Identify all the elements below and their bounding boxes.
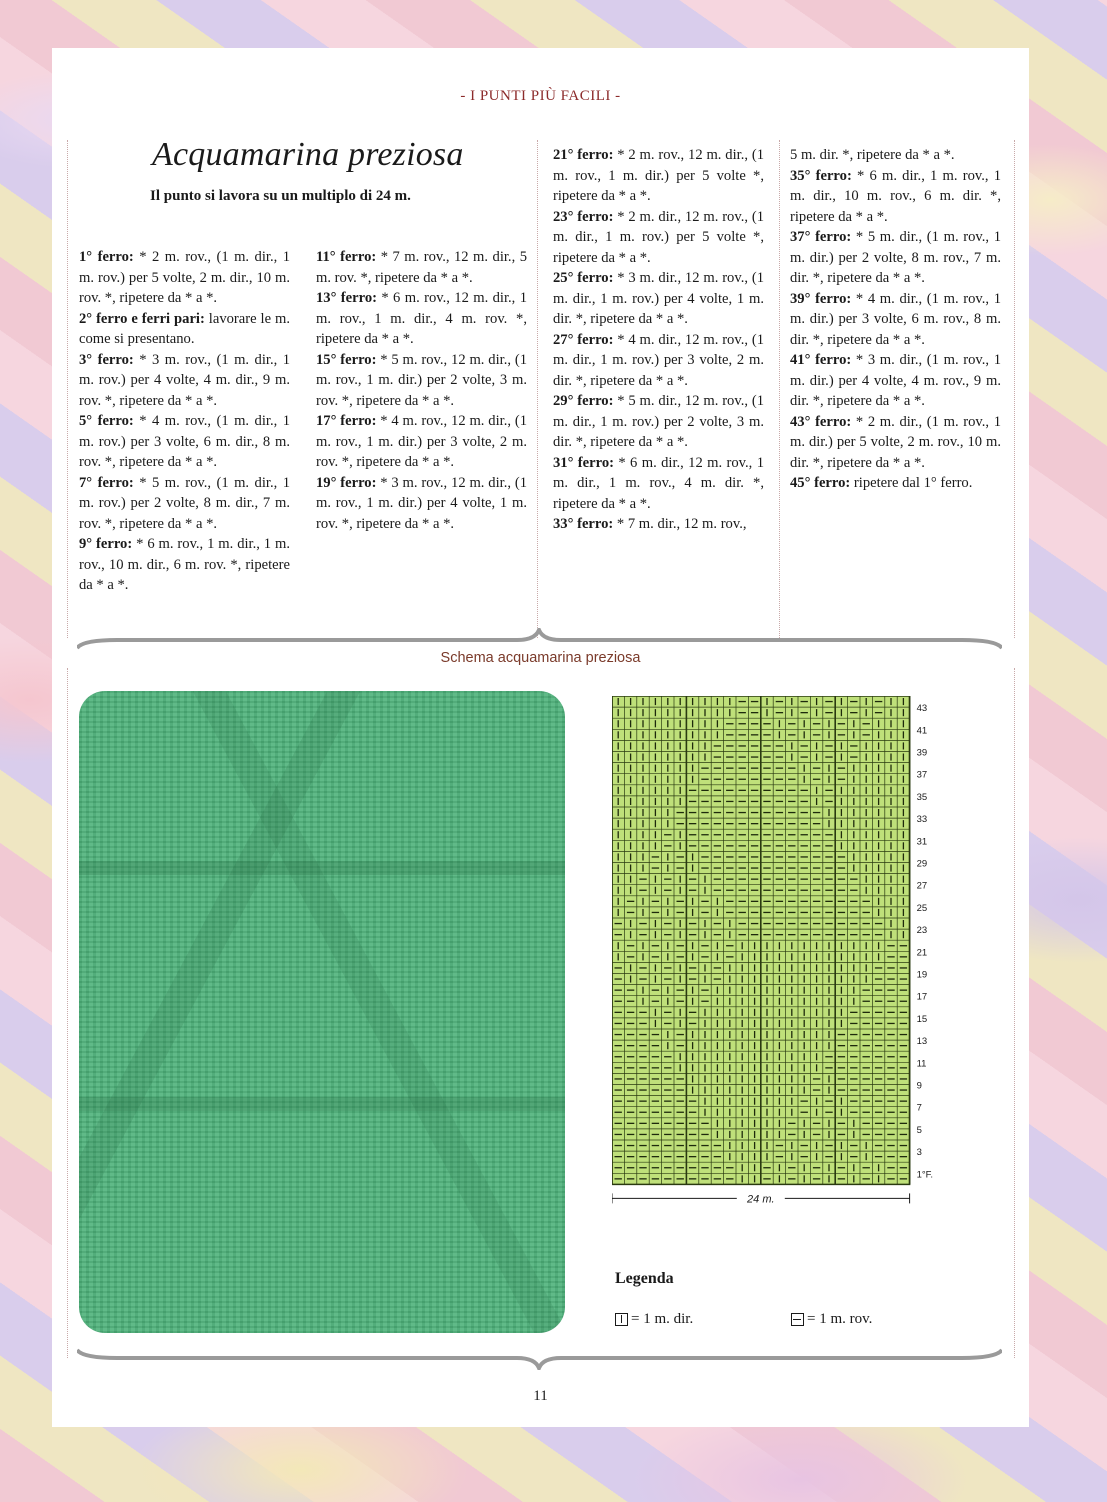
chart-row-label: 1°F. xyxy=(916,1169,934,1181)
chart-row-label: 15 xyxy=(916,1013,928,1025)
page xyxy=(52,48,1029,1427)
chart-row-label: 13 xyxy=(916,1036,928,1048)
instructions-column-2 xyxy=(316,247,527,534)
chart-row-label: 17 xyxy=(916,991,928,1003)
chart-row-label: 33 xyxy=(916,814,928,826)
knit-swatch-photo xyxy=(79,691,565,1333)
chart-row-label: 43 xyxy=(916,703,928,715)
pattern-title: Acquamarina preziosa xyxy=(152,136,464,173)
chart-row-label: 31 xyxy=(916,836,928,848)
chart-row-label: 25 xyxy=(916,902,928,914)
instruction-row: 2° ferro e ferri pari: lavorare le m. come si presentano. xyxy=(79,310,290,347)
pattern-subtitle: Il punto si lavora su un multiplo di 24 m. xyxy=(150,188,411,204)
instruction-row: 23° ferro: * 2 m. dir., 12 m. rov., (1 m. dir., 1 m. rov.) per 5 volte *, ripetere da * a *. xyxy=(553,208,764,266)
instruction-row: 43° ferro: * 2 m. dir., (1 m. rov., 1 m. dir.) per 5 volte, 2 m. rov., 10 m. dir. *, ripetere da * a *. xyxy=(790,413,1001,471)
instruction-row: 1° ferro: * 2 m. rov., (1 m. dir., 1 m. rov.) per 5 volte, 2 m. dir., 10 m. rov. *, ripetere da * a *. xyxy=(79,249,290,306)
instructions-column-3 xyxy=(553,145,764,535)
legend-title: Legenda xyxy=(615,1270,674,1287)
legend-rov: = 1 m. rov. xyxy=(791,1311,872,1328)
knit-stitch-icon xyxy=(615,1313,628,1326)
column-rule xyxy=(537,140,538,638)
instruction-row: 35° ferro: * 6 m. dir., 1 m. rov., 1 m. dir., 10 m. rov., 6 m. dir. *, ripetere da * a *. xyxy=(790,167,1001,225)
chart-row-label: 5 xyxy=(916,1124,922,1136)
instructions-column-1 xyxy=(79,247,290,596)
instruction-row: 25° ferro: * 3 m. dir., 12 m. rov., (1 m. dir., 1 m. rov.) per 4 volte, 1 m. dir. *, ripetere da * a *. xyxy=(553,270,764,327)
column-rule xyxy=(1014,140,1015,638)
instruction-row: 33° ferro: * 7 m. dir., 12 m. rov., xyxy=(553,516,747,532)
instruction-row: 15° ferro: * 5 m. rov., 12 m. dir., (1 m. rov., 1 m. dir.) per 2 volte, 3 m. rov. *, ripetere da * a *. xyxy=(316,351,527,409)
chart-row-label: 11 xyxy=(916,1058,927,1070)
chart-row-label: 37 xyxy=(916,769,928,781)
instruction-row: 31° ferro: * 6 m. dir., 12 m. rov., 1 m. dir., 1 m. rov., 4 m. dir. *, ripetere da * a *. xyxy=(553,454,764,512)
instructions-column-4 xyxy=(790,145,1001,494)
chart-row-label: 7 xyxy=(916,1102,922,1114)
chart-row-label: 23 xyxy=(916,925,928,937)
instruction-row: 27° ferro: * 4 m. dir., 12 m. rov., (1 m. dir., 1 m. rov.) per 3 volte, 2 m. dir. *, ripetere da * a *. xyxy=(553,331,764,389)
section-divider-bottom xyxy=(77,1344,1002,1370)
chart-width-label: 24 m. xyxy=(747,1193,775,1206)
instruction-row: 17° ferro: * 4 m. rov., 12 m. dir., (1 m. rov., 1 m. dir.) per 3 volte, 2 m. rov. *, ripetere da * a *. xyxy=(316,413,527,470)
instruction-row: 13° ferro: * 6 m. rov., 12 m. dir., 1 m. rov., 1 m. dir., 4 m. rov. *, ripetere da * a *. xyxy=(316,290,527,347)
purl-stitch-icon xyxy=(791,1313,804,1326)
chart-row-label: 21 xyxy=(916,947,928,959)
chart-row-label: 29 xyxy=(916,858,928,870)
chart-row-label: 19 xyxy=(916,969,928,981)
column-rule xyxy=(1014,668,1015,1358)
instruction-row: 41° ferro: * 3 m. dir., (1 m. rov., 1 m. dir.) per 4 volte, 4 m. rov., 9 m. dir. *, ripetere da * a *. xyxy=(790,352,1001,409)
instruction-row: 5° ferro: * 4 m. rov., (1 m. dir., 1 m. rov.) per 3 volte, 6 m. dir., 8 m. rov. *, ripetere da * a *. xyxy=(79,413,290,470)
column-rule xyxy=(779,140,780,638)
instruction-row: 37° ferro: * 5 m. dir., (1 m. rov., 1 m. dir.) per 2 volte, 8 m. rov., 7 m. dir. *, ripetere da * a *. xyxy=(790,229,1001,286)
section-title: - I PUNTI PIÙ FACILI - xyxy=(460,88,621,104)
instruction-row: 29° ferro: * 5 m. dir., 12 m. rov., (1 m. dir., 1 m. rov.) per 2 volte, 3 m. dir. *, ripetere da * a *. xyxy=(553,393,764,450)
knitting-chart xyxy=(612,696,972,1230)
chart-row-label: 3 xyxy=(916,1147,922,1159)
instruction-row: 21° ferro: * 2 m. rov., 12 m. dir., (1 m. rov., 1 m. dir.) per 5 volte *, ripetere da * a *. xyxy=(553,147,764,204)
knitting-chart-svg xyxy=(612,696,972,1226)
legend-dir: = 1 m. dir. xyxy=(615,1311,693,1328)
schema-title: Schema acquamarina preziosa xyxy=(440,650,641,666)
instruction-row: 39° ferro: * 4 m. dir., (1 m. rov., 1 m. dir.) per 3 volte, 6 m. rov., 8 m. dir. *, ripetere da * a *. xyxy=(790,290,1001,348)
column-rule xyxy=(67,140,68,638)
instruction-row: 11° ferro: * 7 m. rov., 12 m. dir., 5 m. rov. *, ripetere da * a *. xyxy=(316,249,527,286)
page-number: 11 xyxy=(533,1388,548,1404)
instruction-row: 5 m. dir. *, ripetere da * a *. xyxy=(790,147,955,163)
instruction-row: 7° ferro: * 5 m. rov., (1 m. dir., 1 m. rov.) per 2 volte, 8 m. dir., 7 m. rov. *, ripetere da * a *. xyxy=(79,474,290,532)
chart-row-label: 9 xyxy=(916,1080,922,1092)
instruction-row: 19° ferro: * 3 m. rov., 12 m. dir., (1 m. rov., 1 m. dir.) per 4 volte, 1 m. rov. *, ripetere da * a *. xyxy=(316,474,527,532)
instruction-row: 3° ferro: * 3 m. rov., (1 m. dir., 1 m. rov.) per 4 volte, 4 m. dir., 9 m. rov. *, ripetere da * a *. xyxy=(79,351,290,409)
chart-row-label: 39 xyxy=(916,747,928,759)
column-rule xyxy=(67,668,68,1358)
instruction-row: 9° ferro: * 6 m. rov., 1 m. dir., 1 m. rov., 10 m. dir., 6 m. rov. *, ripetere da * a *. xyxy=(79,536,290,593)
chart-row-label: 35 xyxy=(916,791,928,803)
instruction-row: 45° ferro: ripetere dal 1° ferro. xyxy=(790,475,973,491)
chart-row-label: 27 xyxy=(916,880,928,892)
chart-row-label: 41 xyxy=(916,725,928,737)
